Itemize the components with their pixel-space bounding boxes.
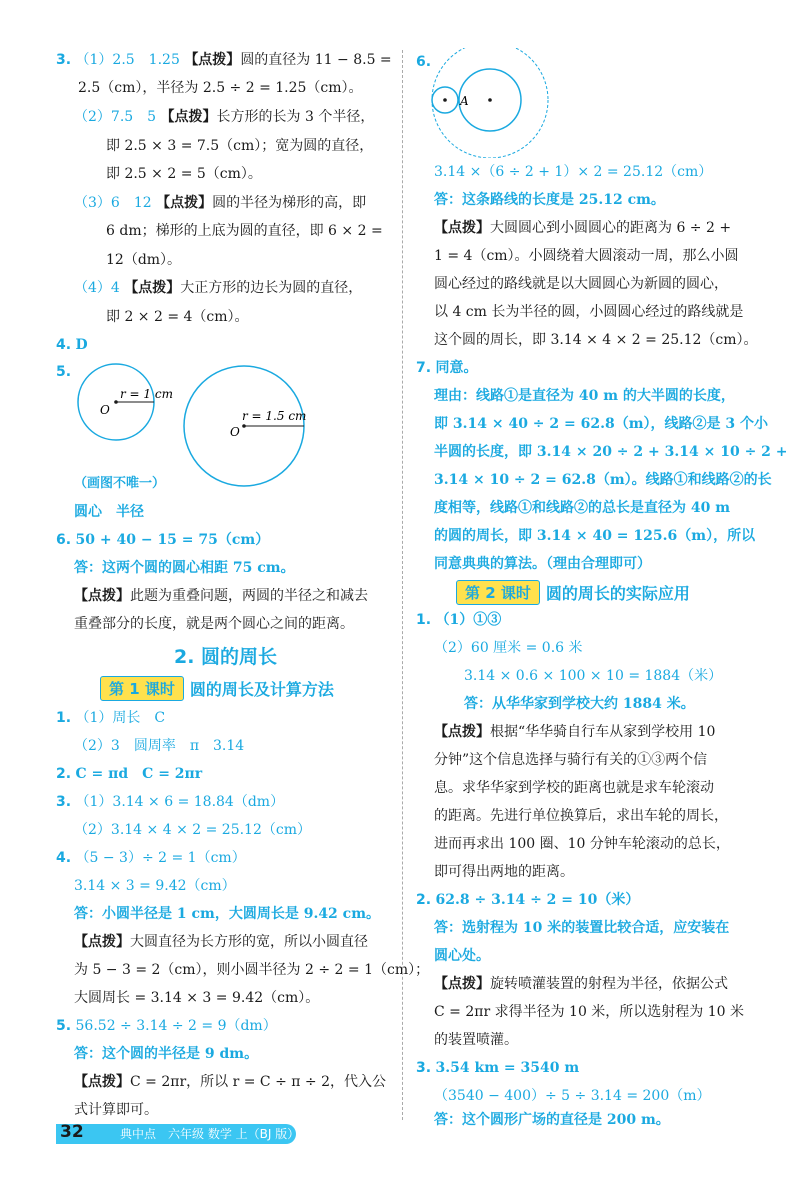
point-a-label: A [460,94,469,108]
q5-circles-figure [60,360,320,490]
l2-q2-line1: 2. 62.8 ÷ 3.14 ÷ 2 = 10（米） [416,892,640,908]
l2-q1-answer: 答：从华华家到学校大约 1884 米。 [464,696,695,712]
q5-fill: 圆心 半径 [74,504,144,520]
r-q7-reason3: 半圆的长度，即 3.14 × 20 ÷ 2 + 3.14 × 10 ÷ 2 + [434,444,788,460]
r-q6-figure [428,48,568,158]
l2-q1-hint-line6: 即可得出两地的距离。 [434,864,574,880]
q6-calc-line: 6. 50 + 40 − 15 = 75（cm） [56,532,270,548]
q3-part2-line3: 即 2.5 × 2 = 5（cm）。 [106,166,262,182]
l1-q4-line2: 3.14 × 3 = 9.42（cm） [74,878,236,894]
l2-q1-hint-line2: 分钟”这个信息选择与骑行有关的①③两个信 [434,752,708,768]
l1-q4-hint-line3: 大圆周长 = 3.14 × 3 = 9.42（cm）。 [74,990,320,1006]
lesson1-header [100,676,334,700]
small-center-dot [114,400,118,404]
l1-q4-line1: 4. （5 − 3）÷ 2 = 1（cm） [56,850,246,866]
r-q7-reason1: 理由：线路①是直径为 40 m 的大半圆的长度， [434,388,735,404]
r-q6-hint-line1: 【点拨】大圆圆心到小圆圆心的距离为 6 ÷ 2 + [434,220,732,236]
l1-q5-line1: 5. 56.52 ÷ 3.14 ÷ 2 = 9（dm） [56,1018,277,1034]
l2-q3-answer: 答：这个圆形广场的直径是 200 m。 [434,1112,670,1128]
l2-q2-answer1: 答：选射程为 10 米的装置比较合适，应安装在 [434,920,730,936]
r-q7-reason6: 的圆的周长，即 3.14 × 40 = 125.6（m），所以 [434,528,756,544]
l2-q2-answer2: 圆心处。 [434,948,490,964]
q3-part3-line2: 6 dm；梯形的上底为圆的直径，即 6 × 2 = [106,223,383,239]
q6-answer: 答：这两个圆的圆心相距 75 cm。 [74,560,295,576]
r-q6-hint-line5: 这个圆的周长，即 3.14 × 4 × 2 = 25.12（cm）。 [434,332,758,348]
l2-q1-line3: 3.14 × 0.6 × 100 × 10 = 1884（米） [464,668,723,684]
l1-q5-answer: 答：这个圆的半径是 9 dm。 [74,1046,259,1062]
lesson2-badge: 第 2 课时 [456,580,540,605]
l2-q1-hint-line3: 息。求华华家到学校的距离也就是求车轮滚动 [434,780,714,796]
footer-book-title: 典中点 六年级 数学 上（BJ 版） [120,1127,300,1141]
q3-part4-line1: （4）4 【点拨】大正方形的边长为圆的直径， [74,280,363,296]
q3-part3-line3: 12（dm）。 [106,252,182,268]
l1-q1-line2: （2）3 圆周率 π 3.14 [74,738,245,754]
l2-q1-line2: （2）60 厘米 = 0.6 米 [434,640,583,656]
r-q6-number: 6. [416,54,432,70]
l1-q4-answer: 答：小圆半径是 1 cm，大圆周长是 9.42 cm。 [74,906,381,922]
r-q6-answer: 答：这条路线的长度是 25.12 cm。 [434,192,665,208]
column-divider [402,50,403,1120]
l1-q2-line: 2. C = πd C = 2πr [56,766,203,782]
large-center-dot [242,424,246,428]
small-radius-label: r = 1 cm [120,387,173,401]
large-center-label: O [230,425,240,439]
q5-note: （画图不唯一） [74,476,166,491]
l1-q4-hint-line1: 【点拨】大圆直径为长方形的宽，所以小圆直径 [74,934,368,950]
q3-part2-line2: 即 2.5 × 3 = 7.5（cm）；宽为圆的直径， [106,138,374,154]
l1-q5-hint-line2: 式计算即可。 [74,1102,158,1118]
big-center-dot [488,98,492,102]
page-number: 32 [60,1122,84,1142]
l2-q3-line1: 3. 3.54 km = 3540 m [416,1060,580,1076]
lesson2-title: 圆的周长的实际应用 [545,583,690,603]
r-q7-reason2: 即 3.14 × 40 ÷ 2 = 62.8（m），线路②是 3 个小 [434,416,769,432]
lesson1-badge: 第 1 课时 [100,676,184,701]
r-q6-hint-line3: 圆心经过的路线就是以大圆圆心为新圆的圆心， [434,276,728,292]
r-q6-hint-line2: 1 = 4（cm）。小圆绕着大圆滚动一周，那么小圆 [434,248,739,264]
l2-q3-line2: （3540 − 400）÷ 5 ÷ 3.14 = 200（m） [434,1088,711,1104]
q5-number: 5. [56,364,72,380]
r-q6-calc: 3.14 ×（6 ÷ 2 + 1）× 2 = 25.12（cm） [434,164,713,180]
l2-q2-hint-line3: 的装置喷灌。 [434,1032,518,1048]
l2-q2-hint-line2: C = 2πr 求得半径为 10 米，所以选射程为 10 米 [434,1004,745,1020]
path-circle [432,48,548,158]
r-q7-reason5: 度相等，线路①和线路②的总长是直径为 40 m [434,500,731,516]
r-q7-reason4: 3.14 × 10 ÷ 2 = 62.8（m）。线路①和线路②的长 [434,472,772,488]
q6-hint-line2: 重叠部分的长度，就是两个圆心之间的距离。 [74,616,354,632]
lesson1-title: 圆的周长及计算方法 [189,679,334,699]
l1-q5-hint-line1: 【点拨】C = 2πr，所以 r = C ÷ π ÷ 2，代入公 [74,1074,386,1090]
lesson2-header [456,580,690,604]
q3-part1-line1: 3. （1）2.5 1.25 【点拨】圆的直径为 11 − 8.5 = [56,52,392,68]
q3-part2-line1: （2）7.5 5 【点拨】长方形的长为 3 个半径， [74,109,375,125]
l1-q1-line1: 1. （1）周长 C [56,710,166,726]
l2-q1-hint-line4: 的距离。先进行单位换算后，求出车轮的周长， [434,808,728,824]
r-q7-line: 7. 同意。 [416,360,478,376]
l2-q1-hint-line5: 进而再求出 100 圈、10 分钟车轮滚动的总长， [434,836,730,852]
q6-hint-line1: 【点拨】此题为重叠问题，两圆的半径之和减去 [74,588,368,604]
q3-part1-line2: 2.5（cm），半径为 2.5 ÷ 2 = 1.25（cm）。 [78,80,363,96]
small-center-label: O [100,403,110,417]
l2-q2-hint-line1: 【点拨】旋转喷灌装置的射程为半径，依据公式 [434,976,728,992]
large-radius-label: r = 1.5 cm [242,409,307,423]
l1-q3-line1: 3. （1）3.14 × 6 = 18.84（dm） [56,794,285,810]
l1-q4-hint-line2: 为 5 − 3 = 2（cm），则小圆半径为 2 ÷ 2 = 1（cm）； [74,962,430,978]
l1-q3-line2: （2）3.14 × 4 × 2 = 25.12（cm） [74,822,311,838]
l2-q1-hint-line1: 【点拨】根据“华华骑自行车从家到学校用 10 [434,724,716,740]
l2-q1-line1: 1. （1）①③ [416,612,502,628]
r-q7-reason7: 同意典典的算法。（理由合理即可） [434,556,651,572]
q4-line: 4. D [56,337,88,353]
q3-part4-line2: 即 2 × 2 = 4（cm）。 [106,309,249,325]
section-title: 2. 圆的周长 [174,646,278,668]
small-center-dot [443,98,447,102]
r-q6-hint-line4: 以 4 cm 长为半径的圆，小圆圆心经过的路线就是 [434,304,744,320]
q3-part3-line1: （3）6 12 【点拨】圆的半径为梯形的高，即 [74,195,367,211]
